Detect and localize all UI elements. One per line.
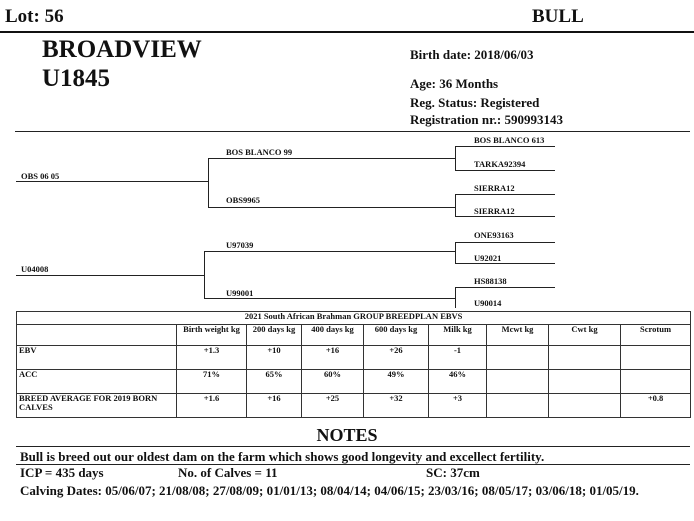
cell bbox=[549, 370, 621, 394]
dam-sire: U97039 bbox=[226, 240, 254, 250]
cell bbox=[549, 394, 621, 418]
sc-stat: SC: 37cm bbox=[426, 465, 480, 480]
cell: +1.3 bbox=[177, 346, 247, 370]
table-row bbox=[17, 346, 691, 370]
cell bbox=[549, 346, 621, 370]
ebv-header-blank bbox=[17, 325, 177, 346]
cell: +10 bbox=[247, 346, 302, 370]
cell: 49% bbox=[364, 370, 429, 394]
ggp-6: U92021 bbox=[474, 253, 502, 263]
table-row bbox=[17, 370, 691, 394]
sire-dam-line bbox=[208, 207, 455, 208]
dam-dam: U99001 bbox=[226, 288, 254, 298]
birth-date: Birth date: 2018/06/03 bbox=[410, 47, 534, 62]
cell: 65% bbox=[247, 370, 302, 394]
dam-dam-line bbox=[204, 298, 455, 299]
dam-bracket bbox=[204, 251, 205, 298]
dam-line bbox=[16, 275, 204, 276]
row-label: BREED AVERAGE FOR 2019 BORN CALVES bbox=[17, 394, 177, 418]
ebv-header-scrotum: Scrotum bbox=[621, 325, 691, 346]
ggp-6-line bbox=[455, 263, 555, 264]
cell bbox=[487, 394, 549, 418]
sire-dam: OBS9965 bbox=[226, 195, 261, 205]
cell bbox=[621, 346, 691, 370]
sire-sire: BOS BLANCO 99 bbox=[226, 147, 293, 157]
ggp-2-line bbox=[455, 170, 555, 171]
cell: +16 bbox=[247, 394, 302, 418]
ebv-header-cwt: Cwt kg bbox=[549, 325, 621, 346]
sire-sire-line bbox=[208, 158, 455, 159]
ebv-header-600-days: 600 days kg bbox=[364, 325, 429, 346]
ebv-header-200-days: 200 days kg bbox=[247, 325, 302, 346]
cell: +25 bbox=[302, 394, 364, 418]
dd-bracket bbox=[455, 287, 456, 308]
cell: 46% bbox=[429, 370, 487, 394]
cell: +16 bbox=[302, 346, 364, 370]
sire-bracket bbox=[208, 158, 209, 208]
cell: 60% bbox=[302, 370, 364, 394]
cell: -1 bbox=[429, 346, 487, 370]
sire-line bbox=[16, 181, 208, 182]
ggp-7: HS88138 bbox=[474, 276, 507, 286]
ebv-header-mcwt: Mcwt kg bbox=[487, 325, 549, 346]
ggp-3: SIERRA12 bbox=[474, 183, 515, 193]
header-rule bbox=[0, 31, 694, 33]
table-row bbox=[17, 394, 691, 418]
cell bbox=[621, 370, 691, 394]
ebv-header-milk: Milk kg bbox=[429, 325, 487, 346]
ggp-4: SIERRA12 bbox=[474, 206, 515, 216]
animal-name: BROADVIEW bbox=[42, 36, 202, 63]
registration-number: Registration nr.: 590993143 bbox=[410, 112, 563, 127]
cell: +32 bbox=[364, 394, 429, 418]
dam: U04008 bbox=[21, 264, 49, 274]
ggp-5-line bbox=[455, 242, 555, 243]
ebv-table bbox=[16, 311, 691, 418]
ds-bracket bbox=[455, 242, 456, 263]
cell: +26 bbox=[364, 346, 429, 370]
row-label: ACC bbox=[17, 370, 177, 394]
animal-id: U1845 bbox=[42, 65, 111, 92]
icp-stat: ICP = 435 days bbox=[20, 465, 104, 480]
notes-sentence-rule bbox=[16, 464, 690, 465]
cell: +3 bbox=[429, 394, 487, 418]
calving-dates: Calving Dates: 05/06/07; 21/08/08; 27/08/09; 01/01/13; 08/04/14; 04/06/15; 23/03/16; 08/05/17; 03/06/18; 01/05/19. bbox=[20, 483, 639, 498]
cell: +1.6 bbox=[177, 394, 247, 418]
age: Age: 36 Months bbox=[410, 76, 499, 91]
cell: +0.8 bbox=[621, 394, 691, 418]
sd-bracket bbox=[455, 194, 456, 216]
ebv-header-birth-weight: Birth weight kg bbox=[177, 325, 247, 346]
ggp-5: ONE93163 bbox=[474, 230, 514, 240]
notes-sentence: Bull is breed out our oldest dam on the farm which shows good longevity and excellect fertility. bbox=[20, 449, 545, 464]
registration-status: Reg. Status: Registered bbox=[410, 95, 540, 110]
ggp-1: BOS BLANCO 613 bbox=[474, 135, 545, 145]
lot-number: Lot: 56 bbox=[5, 6, 64, 27]
ggp-4-line bbox=[455, 216, 555, 217]
ggp-3-line bbox=[455, 194, 555, 195]
calves-stat: No. of Calves = 11 bbox=[178, 465, 278, 480]
cell bbox=[487, 370, 549, 394]
dam-sire-line bbox=[204, 251, 455, 252]
notes-title: NOTES bbox=[316, 425, 378, 445]
notes-rule bbox=[16, 446, 690, 447]
ggp-2: TARKA92394 bbox=[474, 159, 526, 169]
ss-bracket bbox=[455, 146, 456, 170]
row-label: EBV bbox=[17, 346, 177, 370]
ebv-table-title: 2021 South African Brahman GROUP BREEDPLAN EBVS bbox=[17, 312, 691, 325]
sire: OBS 06 05 bbox=[21, 171, 60, 181]
cell bbox=[487, 346, 549, 370]
ggp-8: U90014 bbox=[474, 298, 502, 308]
ebv-header-400-days: 400 days kg bbox=[302, 325, 364, 346]
ggp-1-line bbox=[455, 146, 555, 147]
pedigree-top-rule bbox=[15, 131, 690, 132]
animal-sex: BULL bbox=[532, 6, 584, 27]
cell: 71% bbox=[177, 370, 247, 394]
ggp-7-line bbox=[455, 287, 555, 288]
